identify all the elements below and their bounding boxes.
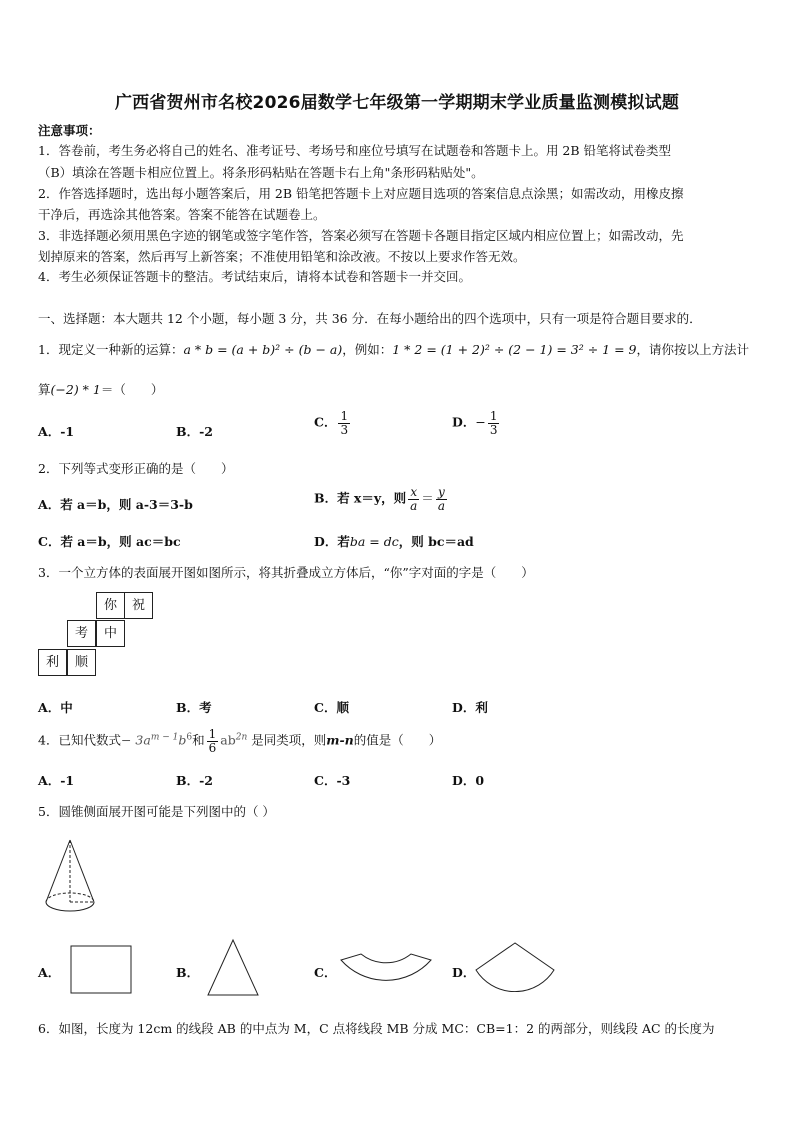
- option-b[interactable]: B．-2: [176, 424, 213, 439]
- net-cell: 祝: [124, 592, 153, 619]
- sector-figure: [474, 940, 556, 992]
- option-b[interactable]: B．若 x＝y，则 $\frac{x}{a}$ ＝ $\frac{y}{a}$: [314, 485, 445, 513]
- annular-sector-figure: [338, 950, 434, 996]
- rectangle-figure: [70, 945, 132, 995]
- option-b[interactable]: B．-2: [176, 773, 213, 788]
- notice-line: 2．作答选择题时，选出每小题答案后，用 2B 铅笔把答题卡上对应题目选项的答案信息点涂黑；如需改动，用橡皮擦: [38, 186, 684, 201]
- option-b[interactable]: B．: [176, 965, 200, 980]
- question-2-stem: 2．下列等式变形正确的是（ ）: [38, 461, 234, 476]
- option-a[interactable]: A．-1: [38, 773, 75, 788]
- notice-line: 干净后，再选涂其他答案。答案不能答在试题卷上。: [38, 207, 326, 222]
- fraction: $\frac{1}{3}$: [489, 409, 498, 437]
- option-a[interactable]: A．中: [38, 700, 73, 715]
- option-d[interactable]: D．利: [452, 700, 488, 715]
- option-c[interactable]: C． $\frac{1}{3}$: [314, 409, 349, 437]
- net-cell: 顺: [67, 649, 96, 676]
- net-cell: 考: [67, 620, 96, 647]
- question-3-stem: 3．一个立方体的表面展开图如图所示，将其折叠成立方体后，“你”字对面的字是（ ）: [38, 565, 534, 580]
- net-cell: 利: [38, 649, 67, 676]
- notice-line: 3．非选择题必须用黑色字迹的钢笔或签字笔作答，答案必须写在答题卡各题目指定区域内相应位置上；如需改动，先: [38, 228, 684, 243]
- option-c[interactable]: C．-3: [314, 773, 351, 788]
- fraction: $\frac{1}{3}$: [340, 409, 349, 437]
- question-4-stem: 4．已知代数式− $3a^{m - 1}b^6$和 $\frac{1}{6}$ $ab^{2n}$ 是同类项，则m-n的值是（ ）: [38, 727, 442, 755]
- notice-line: 4．考生必须保证答题卡的整洁。考试结束后，请将本试卷和答题卡一并交回。: [38, 269, 471, 284]
- option-a[interactable]: A．若 a＝b，则 a-3＝3-b: [38, 497, 193, 512]
- question-6-stem: 6．如图，长度为 12cm 的线段 AB 的中点为 M，C 点将线段 MB 分成 MC：CB=1：2 的两部分，则线段 AC 的长度为: [38, 1021, 715, 1036]
- notice-line: 划掉原来的答案，然后再写上新答案；不准使用铅笔和涂改液。不按以上要求作答无效。: [38, 249, 526, 264]
- net-cell: 你: [96, 592, 125, 619]
- option-d[interactable]: D．− $\frac{1}{3}$: [452, 409, 498, 437]
- option-d[interactable]: D．: [452, 965, 476, 980]
- example: 1 * 2 = (1 + 2)² ÷ (2 − 1) = 3² ÷ 1 = 9: [392, 342, 637, 357]
- page-title: 广西省贺州市名校2026届数学七年级第一学期期末学业质量监测模拟试题: [114, 93, 680, 113]
- notice-line: （B）填涂在答题卡相应位置上。将条形码粘贴在答题卡右上角"条形码粘贴处"。: [38, 165, 484, 180]
- notice-heading: 注意事项：: [38, 123, 101, 138]
- option-b[interactable]: B．考: [176, 700, 212, 715]
- option-d[interactable]: D．0: [452, 773, 485, 788]
- option-c[interactable]: C．若 a＝b，则 ac＝bc: [38, 534, 181, 549]
- option-a[interactable]: A．: [38, 965, 61, 980]
- option-c[interactable]: C．顺: [314, 700, 349, 715]
- triangle-figure: [206, 938, 260, 998]
- notice-line: 1．答卷前，考生务必将自己的姓名、准考证号、考场号和座位号填写在试题卷和答题卡上。用 2B 铅笔将试卷类型: [38, 143, 672, 158]
- question-1-stem: 1．现定义一种新的运算：a * b = (a + b)² ÷ (b − a)，例如：1 * 2 = (1 + 2)² ÷ (2 − 1) = 3² ÷ 1 = 9，请你按以上方法计: [38, 342, 750, 357]
- section-heading: 一、选择题：本大题共 12 个小题，每小题 3 分，共 36 分．在每小题给出的四个选项中，只有一项是符合题目要求的．: [38, 311, 702, 326]
- formula: a * b = (a + b)² ÷ (b − a): [183, 342, 343, 357]
- option-c[interactable]: C．: [314, 965, 337, 980]
- option-a[interactable]: A．-1: [38, 424, 75, 439]
- question-5-stem: 5．圆锥侧面展开图可能是下列图中的（ ）: [38, 804, 275, 819]
- option-d[interactable]: D．若ba = dc，则 bc＝ad: [314, 534, 474, 549]
- question-1-line2: 算(−2) * 1＝（ ）: [38, 382, 164, 397]
- net-cell: 中: [96, 620, 125, 647]
- cone-figure: [42, 838, 98, 918]
